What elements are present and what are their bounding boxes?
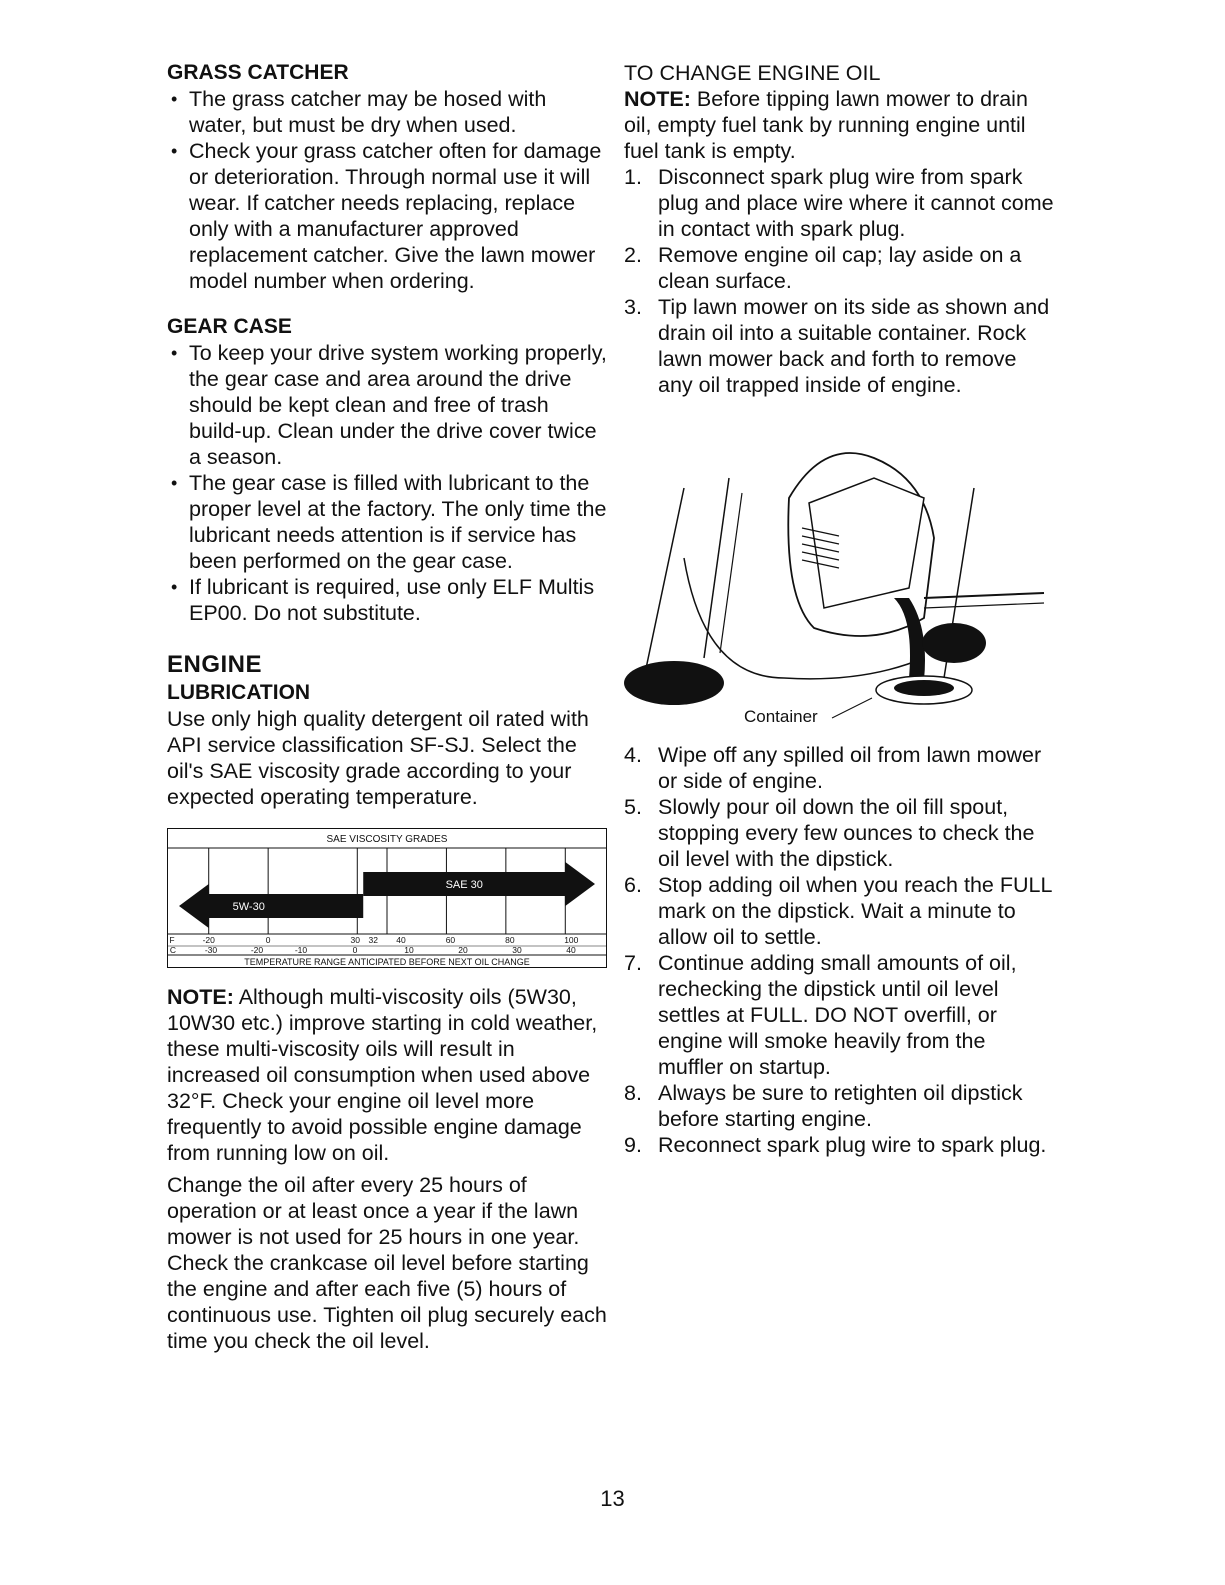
- tick-label-c: 0: [352, 945, 358, 955]
- step-text: Tip lawn mower on its side as shown and drain oil into a suitable container. Rock lawn mower back and forth to remove any oil trapped inside of engine.: [658, 295, 1050, 397]
- list-item: [624, 164, 1054, 242]
- tick-label-c: 20: [458, 945, 468, 955]
- tick-label-f: 60: [445, 935, 456, 945]
- list-item: [624, 294, 1054, 398]
- list-item: [624, 242, 1054, 294]
- tick-label-c: 30: [512, 945, 522, 955]
- step-text: Wipe off any spilled oil from lawn mower or side of engine.: [658, 743, 1042, 793]
- step-text: Continue adding small amounts of oil, rechecking the dipstick until oil level settles at FULL. DO NOT overfill, or engine will smoke heavily from the muffler on startup.: [658, 951, 1017, 1079]
- bar-label-5w-30: 5W-30: [232, 901, 265, 913]
- list-item: [624, 1132, 1054, 1158]
- oil-note: [167, 984, 607, 1166]
- step-text: Always be sure to retighten oil dipstick before starting engine.: [658, 1081, 1023, 1131]
- oil-check-paragraph: Check the crankcase oil level before starting the engine and after each five (5) hours of continuous use. Tighten oil plug securely each time you check the oil level.: [167, 1251, 607, 1353]
- tipping-note: [624, 86, 1054, 164]
- list-item: • The grass catcher may be hosed with water, but must be dry when used.: [167, 86, 607, 138]
- steps-list-a: [624, 164, 1054, 398]
- tick-label-f: 30: [350, 935, 361, 945]
- sae-viscosity-chart: [167, 828, 607, 968]
- list-item: [624, 1080, 1054, 1132]
- list-item: [624, 742, 1054, 794]
- step-number: 3.: [624, 295, 642, 319]
- grass-catcher-heading: GRASS CATCHER: [167, 61, 349, 84]
- tick-label-c: -30: [204, 945, 218, 955]
- list-item: [624, 794, 1054, 872]
- step-number: 1.: [624, 165, 642, 189]
- tick-label-f: 100: [564, 935, 579, 945]
- chart-xlabel: TEMPERATURE RANGE ANTICIPATED BEFORE NEXT OIL CHANGE: [244, 957, 530, 967]
- tick-label-f: 32: [368, 935, 378, 945]
- tick-label-f: 80: [505, 935, 515, 945]
- gear-case-heading: GEAR CASE: [167, 315, 292, 338]
- tick-label-c: C: [169, 945, 177, 955]
- step-text: Disconnect spark plug wire from spark plug and place wire where it cannot come in contact with spark plug.: [658, 165, 1054, 241]
- tick-label-c: 10: [404, 945, 414, 955]
- draining-oil-illustration: [624, 418, 1054, 728]
- tick-label-f: -20: [202, 935, 215, 945]
- page-number: 13: [600, 1486, 625, 1511]
- step-text: Slowly pour oil down the oil fill spout, stopping every few ounces to check the oil level with the dipstick.: [658, 795, 1035, 871]
- tick-label-f: 0: [265, 935, 271, 945]
- step-text: Remove engine oil cap; lay aside on a clean surface.: [658, 243, 1022, 293]
- tick-label-f: F: [169, 935, 175, 945]
- tick-label-f: 40: [396, 935, 406, 945]
- list-item: [624, 872, 1054, 950]
- step-text: Reconnect spark plug wire to spark plug.: [658, 1133, 1047, 1157]
- list-item: • To keep your drive system working properly, the gear case and area around the drive should be kept clean and free of trash build-up. Clean under the drive cover twice a season.: [167, 340, 607, 470]
- note-text: Although multi-viscosity oils (5W30, 10W30 etc.) improve starting in cold weather, these multi-viscosity oils will result in increased oil consumption when used above 32°F. Check your engine oil level more frequently to avoid possible engine damage from running low on oil.: [167, 985, 598, 1165]
- lubrication-heading: LUBRICATION: [167, 681, 311, 704]
- step-number: 9.: [624, 1133, 642, 1157]
- container-label: Container: [744, 707, 818, 726]
- note-text: Before tipping lawn mower to drain oil, empty fuel tank by running engine until fuel tank is empty.: [624, 87, 1028, 163]
- step-number: 7.: [624, 951, 642, 975]
- note-label: NOTE:: [624, 87, 691, 111]
- steps-list-b: [624, 742, 1054, 1158]
- engine-section: [167, 650, 607, 1354]
- gear-case-section: [167, 314, 607, 626]
- chart-svg: [167, 828, 607, 968]
- note-label: NOTE:: [167, 985, 234, 1009]
- list-item: • Check your grass catcher often for damage or deterioration. Through normal use it will wear. If catcher needs replacing, replace only with a manufacturer approved replacement catcher. Give the lawn mower model number when ordering.: [167, 138, 607, 294]
- grass-catcher-list: [167, 86, 607, 294]
- engine-heading: ENGINE: [167, 651, 263, 678]
- step-number: 5.: [624, 795, 642, 819]
- change-oil-heading: TO CHANGE ENGINE OIL: [624, 61, 881, 85]
- step-number: 8.: [624, 1081, 642, 1105]
- tick-label-c: 40: [566, 945, 576, 955]
- lubrication-intro: Use only high quality detergent oil rated with API service classification SF-SJ. Select the oil's SAE viscosity grade according to your expected operating temperature.: [167, 707, 589, 809]
- step-number: 4.: [624, 743, 642, 767]
- tick-label-c: -20: [250, 945, 264, 955]
- tick-label-c: -10: [294, 945, 308, 955]
- gear-case-list: [167, 340, 607, 626]
- list-item: • The gear case is filled with lubricant to the proper level at the factory. The only time the lubricant needs attention is if service has been performed on the gear case.: [167, 470, 607, 574]
- list-item: [624, 950, 1054, 1080]
- step-number: 6.: [624, 873, 642, 897]
- bar-5w-30: [179, 884, 363, 928]
- chart-title: SAE VISCOSITY GRADES: [326, 834, 448, 845]
- step-text: Stop adding oil when you reach the FULL mark on the dipstick. Wait a minute to allow oil to settle.: [658, 873, 1052, 949]
- left-column: [167, 60, 607, 1354]
- list-item: • If lubricant is required, use only ELF Multis EP00. Do not substitute.: [167, 574, 607, 626]
- grass-catcher-section: [167, 60, 607, 294]
- right-column: [624, 60, 1054, 1158]
- bar-label-sae-30: SAE 30: [445, 879, 483, 891]
- oil-change-interval: Change the oil after every 25 hours of operation or at least once a year if the lawn mower is not used for 25 hours in one year.: [167, 1173, 580, 1249]
- step-number: 2.: [624, 243, 642, 267]
- mower-tipped-drawing: [624, 418, 1054, 728]
